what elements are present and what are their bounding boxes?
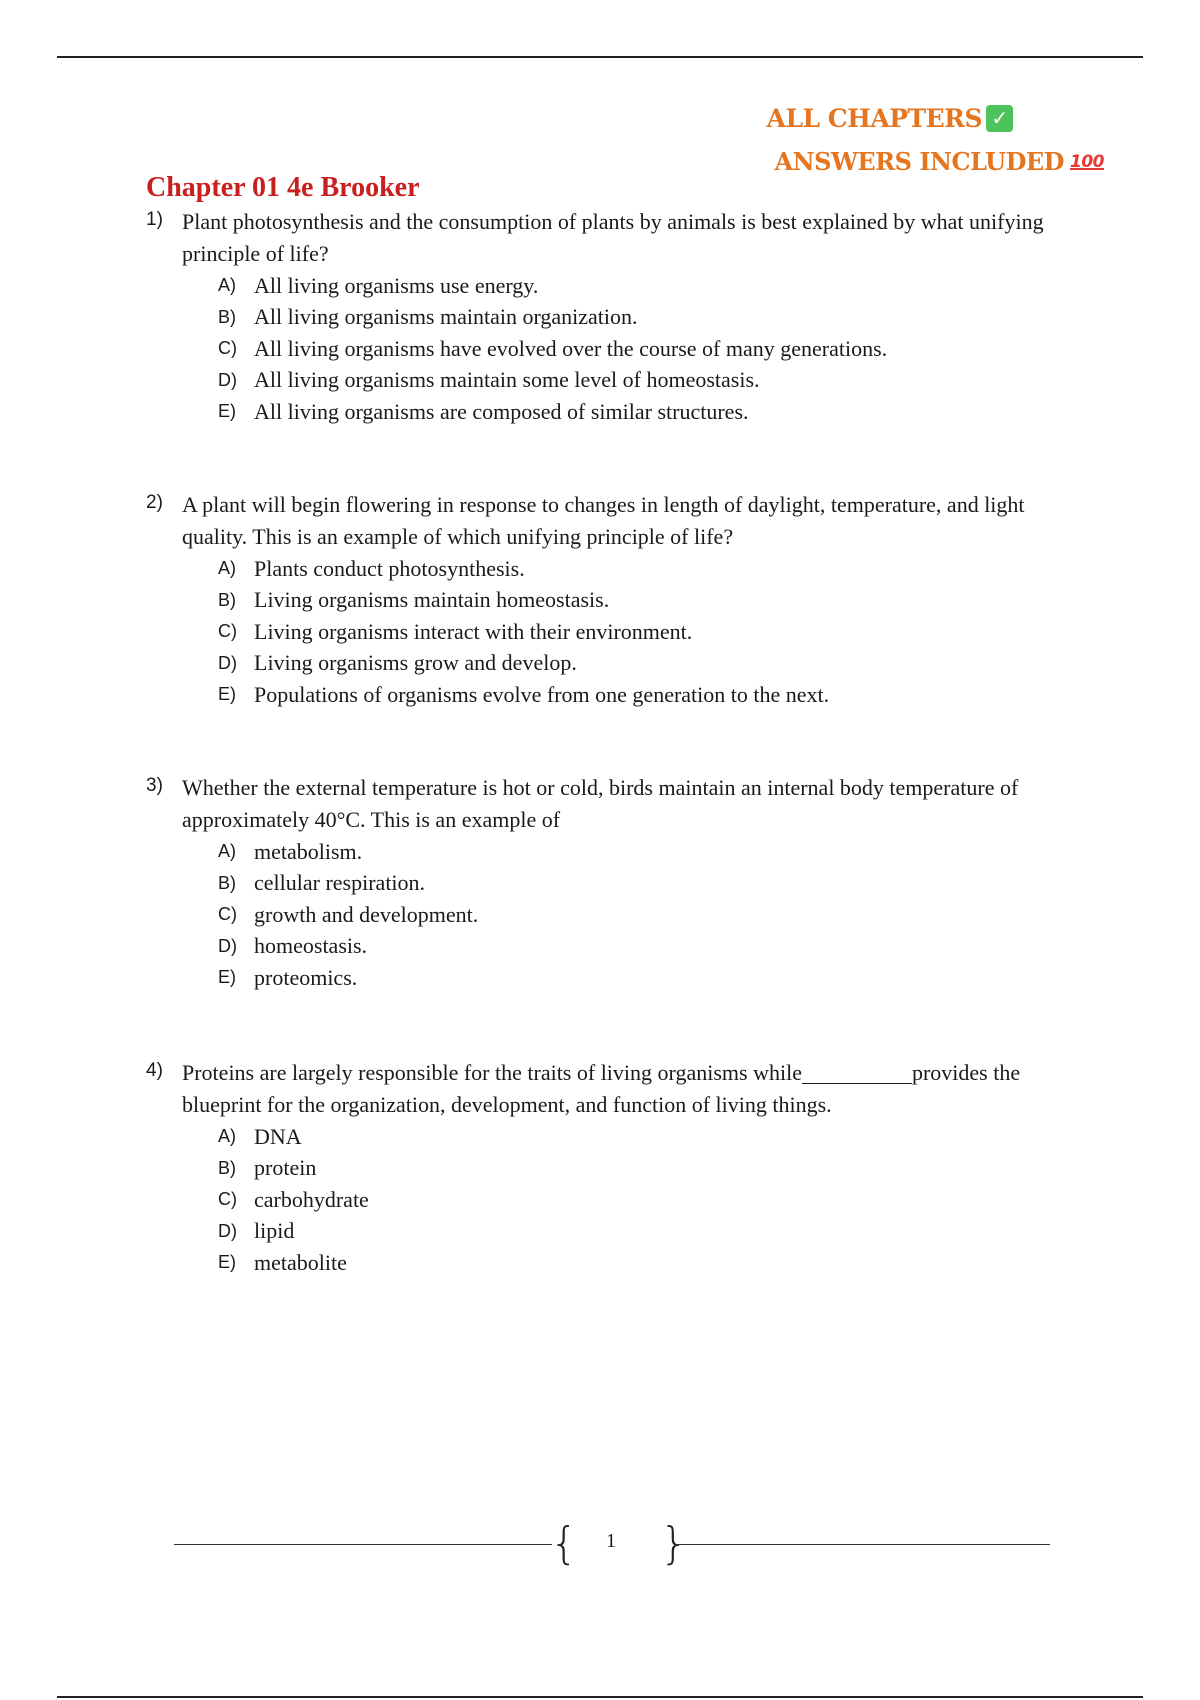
answer-option[interactable] [218,1247,1076,1279]
answer-option[interactable] [218,365,1076,397]
right-brace-icon: } [660,1518,688,1569]
answer-option[interactable] [218,553,1076,585]
option-label: C) [218,621,237,642]
question-text: Plant photosynthesis and the consumption of plants by animals is best explained by what unifying principle of life? [182,209,1044,266]
question-number: 3) [146,775,163,796]
answer-option[interactable] [218,396,1076,428]
question-number: 1) [146,209,163,230]
left-brace-icon: { [550,1518,578,1569]
option-text: homeostasis. [254,933,368,959]
option-text: DNA [254,1123,302,1149]
option-text: carbohydrate [254,1186,369,1212]
answer-option[interactable] [218,302,1076,334]
option-label: E) [218,401,236,422]
option-label: A) [218,558,236,579]
promo-banner [766,104,1104,176]
answer-option[interactable] [218,333,1076,365]
option-label: D) [218,935,237,956]
option-text: lipid [254,1218,295,1244]
option-text: Living organisms interact with their environment. [254,618,693,644]
option-label: D) [218,652,237,673]
question-number: 4) [146,1060,163,1081]
answer-option[interactable] [218,931,1076,963]
option-label: E) [218,684,236,705]
banner-line-2-text: ANSWERS INCLUDED [774,147,1064,176]
question-text: Whether the external temperature is hot or cold, birds maintain an internal body temperature of approximately 40°C. This is an example of [182,775,1019,832]
option-label: A) [218,275,236,296]
answer-options [218,553,1076,711]
option-label: B) [218,589,236,610]
bottom-rule [57,1696,1143,1698]
option-label: B) [218,1157,236,1178]
option-label: B) [218,872,236,893]
answer-option[interactable] [218,585,1076,617]
option-label: D) [218,1220,237,1241]
question-text [182,1057,1076,1121]
answer-options [218,270,1076,428]
option-text: All living organisms are composed of similar structures. [254,398,749,424]
option-label: B) [218,306,236,327]
answer-option[interactable] [218,1153,1076,1185]
answer-option[interactable] [218,1121,1076,1153]
banner-line-2 [775,147,1104,176]
answer-option[interactable] [218,962,1076,994]
answer-option[interactable] [218,836,1076,868]
option-label: C) [218,338,237,359]
chapter-title: Chapter 01 4e Brooker [146,172,420,203]
answer-option[interactable] [218,1184,1076,1216]
question-text: A plant will begin flowering in response to changes in length of daylight, temperature, and light quality. This is an example of which unifying principle of life? [182,492,1025,549]
option-text: Populations of organisms evolve from one generation to the next. [254,681,830,707]
option-text: All living organisms have evolved over the course of many generations. [254,335,888,361]
answer-options [218,836,1076,994]
option-text: protein [254,1155,317,1181]
option-text: proteomics. [254,964,358,990]
top-rule [57,56,1143,58]
option-label: C) [218,1189,237,1210]
option-text: Plants conduct photosynthesis. [254,555,525,581]
fill-in-blank [802,1061,912,1084]
answer-option[interactable] [218,648,1076,680]
option-text: All living organisms use energy. [254,272,539,298]
question-4 [146,1057,1076,1279]
footer-rule-left [174,1544,552,1545]
option-text: cellular respiration. [254,870,426,896]
page-number: 1 [606,1530,616,1552]
option-text: growth and development. [254,901,479,927]
answer-option[interactable] [218,679,1076,711]
option-label: E) [218,1252,236,1273]
question-text-before: Proteins are largely responsible for the traits of living organisms while [182,1060,802,1085]
answer-options [218,1121,1076,1279]
option-label: A) [218,841,236,862]
option-label: D) [218,369,237,390]
answer-option[interactable] [218,868,1076,900]
option-text: Living organisms grow and develop. [254,650,577,676]
hundred-points-icon: 100 [1070,151,1104,172]
question-text-after: provides the blueprint for the organization, development, and function of living things. [182,1060,1021,1117]
option-text: metabolism. [254,838,363,864]
option-label: A) [218,1126,236,1147]
answer-option[interactable] [218,270,1076,302]
question-1 [146,206,1076,428]
option-text: All living organisms maintain organization. [254,304,638,330]
banner-line-1-text: ALL CHAPTERS [766,104,983,133]
answer-option[interactable] [218,1216,1076,1248]
banner-line-1 [767,104,1096,133]
option-label: E) [218,967,236,988]
option-text: Living organisms maintain homeostasis. [254,587,610,613]
page-footer [174,1520,1050,1570]
question-2 [146,489,1076,711]
answer-option[interactable] [218,899,1076,931]
option-label: C) [218,904,237,925]
answer-option[interactable] [218,616,1076,648]
check-mark-icon: ✓ [986,105,1013,132]
question-3 [146,772,1076,994]
option-text: All living organisms maintain some level of homeostasis. [254,367,760,393]
option-text: metabolite [254,1249,347,1275]
question-number: 2) [146,492,163,513]
footer-rule-right [676,1544,1050,1545]
